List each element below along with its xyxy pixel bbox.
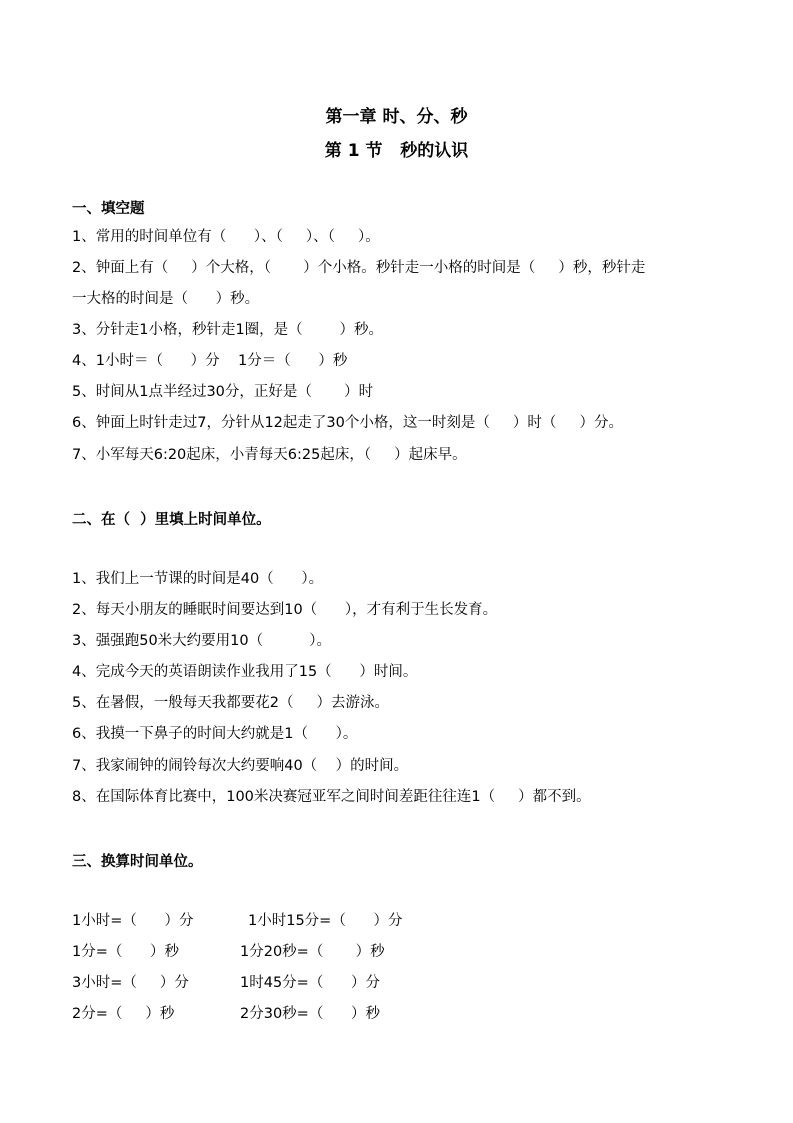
- conversion-left: 3小时=（ ）分: [72, 975, 189, 991]
- part1-item: 7、小军每天6:20起床，小青每天6:25起床，（ ）起床早。: [72, 447, 467, 463]
- part2-item: 3、强强跑50米大约要用10（ ）。: [72, 633, 331, 649]
- part2-item: 6、我摸一下鼻子的时间大约就是1（ ）。: [72, 726, 358, 742]
- chapter-title: 第一章 时、分、秒: [325, 107, 468, 127]
- conversion-left: 1小时=（ ）分: [72, 913, 194, 929]
- part2-heading: 二、在（ ）里填上时间单位。: [72, 512, 271, 528]
- part1-item-continued: 一大格的时间是（ ）秒。: [72, 291, 260, 307]
- part2-item: 1、我们上一节课的时间是40（ ）。: [72, 571, 324, 587]
- conversion-left: 2分=（ ）秒: [72, 1006, 175, 1022]
- part3-heading: 三、换算时间单位。: [72, 854, 203, 870]
- part1-item: 3、分针走1小格，秒针走1圈，是（ ）秒。: [72, 322, 384, 338]
- conversion-right: 1分20秒=（ ）秒: [240, 944, 385, 960]
- part1-item: 6、钟面上时针走过7，分针从12起走了30个小格，这一时刻是（ ）时（ ）分。: [72, 415, 623, 431]
- part1-heading: 一、填空题: [72, 201, 145, 217]
- part1-item: 5、时间从1点半经过30分，正好是（ ）时: [72, 384, 374, 400]
- part1-item: 2、钟面上有（ ）个大格，（ ）个小格。秒针走一小格的时间是（ ）秒，秒针走: [72, 260, 646, 276]
- part1-item: 1、常用的时间单位有（ ）、（ ）、（ ）。: [72, 229, 380, 245]
- section-title: 第 1 节 秒的认识: [324, 141, 469, 161]
- conversion-left: 1分=（ ）秒: [72, 944, 180, 960]
- conversion-right: 1时45分=（ ）分: [240, 975, 380, 991]
- part2-item: 5、在暑假，一般每天我都要花2（ ）去游泳。: [72, 695, 389, 711]
- part2-item: 2、每天小朋友的睡眠时间要达到10（ ），才有利于生长发育。: [72, 602, 498, 618]
- part2-item: 7、我家闹钟的闹铃每次大约要响40（ ）的时间。: [72, 758, 409, 774]
- part2-item: 4、完成今天的英语朗读作业我用了15（ ）时间。: [72, 664, 418, 680]
- conversion-right: 2分30秒=（ ）秒: [240, 1006, 380, 1022]
- part2-item: 8、在国际体育比赛中，100米决赛冠亚军之间时间差距往往连1（ ）都不到。: [72, 789, 591, 805]
- conversion-right: 1小时15分=（ ）分: [248, 913, 403, 929]
- part1-item: 4、1小时＝（ ）分 1分＝（ ）秒: [72, 353, 348, 369]
